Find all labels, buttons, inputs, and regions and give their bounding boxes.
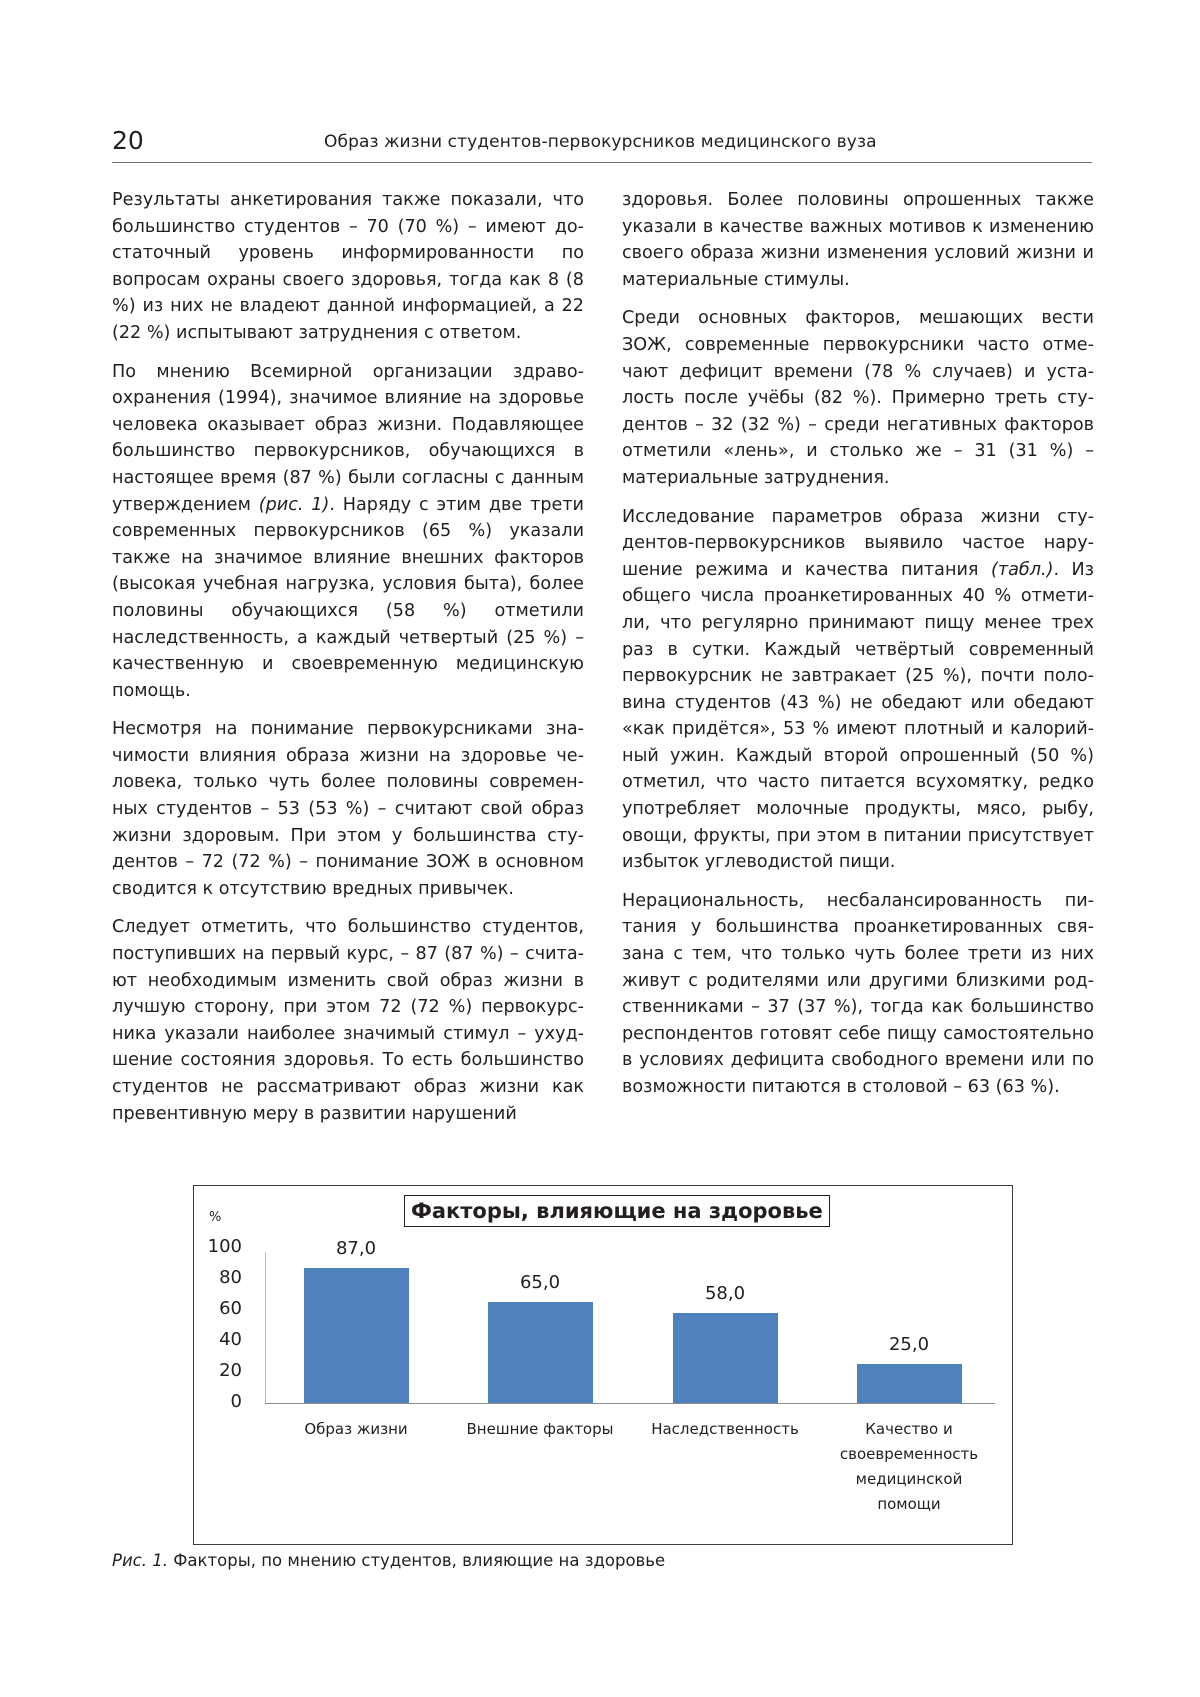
bar-chart bbox=[193, 1185, 1013, 1545]
y-tick-label: 80 bbox=[219, 1267, 242, 1288]
paragraph: Исследование параметров образа жизни студентов-первокурсников выявило частое нарушение режима и качества питания (табл.). Из общего числа проанкетированных 40 % отметили, что регулярно принимают пищу менее трех раз в сутки. Каждый четвёртый современный первокурсник не завтракает (25 %), почти половина студентов (43 %) не обедают или обедают «как придётся», 53 % имеют плотный и калорийный ужин. Каждый второй опрошенный (50 %) отметил, что часто питается всухомятку, редко употребляет молочные продукты, мясо, рыбу, овощи, фрукты, при этом в питании присутствует избыток углеводистой пищи. bbox=[622, 506, 1095, 873]
x-category-label: Качество и своевременность медицинской помощи bbox=[839, 1420, 979, 1513]
figure-caption bbox=[112, 1551, 665, 1570]
paragraph: Нерациональность, несбалансированность питания у большинства проанкетированных связана с тем, что только чуть более трети из них живут с родителями или другими близкими родственниками – 37 (37 %), тогда как большинство респондентов готовят себе пищу самостоятельно в условиях дефицита свободного времени или по возможности питаются в столовой – 63 (63 %). bbox=[622, 890, 1094, 1097]
paragraph: здоровья. Более половины опрошенных также указали в качестве важных мотивов к изменению своего образа жизни изменения условий жизни и материальные стимулы. bbox=[622, 190, 1094, 290]
paragraph: Среди основных факторов, мешающих вести ЗОЖ, современные первокурсники часто отмечают дефицит времени (78 % случаев) и усталость после учёбы (82 %). Примерно треть студентов – 32 (32 %) – среди негативных факторов отметили «лень», и столько же – 31 (31 %) – материальные затруднения. bbox=[622, 308, 1094, 488]
x-axis-line bbox=[265, 1403, 995, 1404]
paragraph: По мнению Всемирной организации здравоохранения (1994), значимое влияние на здоровье человека оказывает образ жизни. Подавляющее большинство первокурсников, обучающихся в настоящее время (87 %) были согласны с данным утверждением (рис. 1). Наряду с этим две трети современных первокурсников (65 %) указали также на значимое влияние внешних факторов (высокая учебная нагрузка, условия быта), более половины обучающихся (58 %) отметили наследственность, а каждый четвертый (25 %) – качественную и своевременную медицинскую помощь. bbox=[112, 361, 584, 701]
bar bbox=[857, 1364, 962, 1403]
running-title: Образ жизни студентов-первокурсников медицинского вуза bbox=[324, 132, 877, 152]
bar-value-label: 25,0 bbox=[888, 1334, 930, 1356]
bar bbox=[304, 1268, 409, 1403]
paragraph: Результаты анкетирования также показали, что большинство студентов – 70 (70 %) – имеют достаточный уровень информированности по вопросам охраны своего здоровья, тогда как 8 (8 %) из них не владеют данной информацией, а 22 (22 %) испытывают затруднения с ответом. bbox=[112, 190, 584, 343]
x-category-label: Внешние факторы bbox=[466, 1420, 614, 1438]
bar-value-label: 65,0 bbox=[519, 1272, 561, 1294]
caption-text: Факторы, по мнению студентов, влияющие на здоровье bbox=[167, 1551, 666, 1570]
y-tick-label: 0 bbox=[230, 1391, 242, 1412]
y-tick-label: 40 bbox=[219, 1329, 242, 1350]
figure-number: Рис. 1. bbox=[112, 1551, 168, 1570]
paragraph: Несмотря на понимание первокурсниками значимости влияния образа жизни на здоровье человека, только чуть более половины современных студентов – 53 (53 %) – считают свой образ жизни здоровым. При этом у большинства студентов – 72 (72 %) – понимание ЗОЖ в основном сводится к отсутствию вредных привычек. bbox=[112, 719, 584, 899]
page-number: 20 bbox=[112, 126, 144, 155]
bar-value-label: 87,0 bbox=[335, 1238, 377, 1260]
page-header bbox=[112, 122, 1092, 163]
x-category-label: Наследственность bbox=[651, 1420, 799, 1438]
bar bbox=[673, 1313, 778, 1403]
chart-title: Факторы, влияющие на здоровье bbox=[404, 1195, 830, 1227]
bar bbox=[488, 1302, 593, 1403]
x-category-label: Образ жизни bbox=[304, 1420, 408, 1438]
paragraph: Следует отметить, что большинство студентов, поступивших на первый курс, – 87 (87 %) – считают необходимым изменить свой образ жизни в лучшую сторону, при этом 72 (72 %) первокурсника указали наиболее значимый стимул – ухудшение состояния здоровья. То есть большинство студентов не рассматривают образ жизни как превентивную меру в развитии нарушений bbox=[112, 917, 584, 1124]
y-tick-label: 100 bbox=[207, 1236, 242, 1257]
bar-value-label: 58,0 bbox=[704, 1283, 746, 1305]
y-tick-label: 20 bbox=[219, 1360, 242, 1381]
y-axis-line bbox=[265, 1252, 266, 1404]
left-column bbox=[112, 187, 584, 1139]
y-tick-label: 60 bbox=[219, 1298, 242, 1319]
right-column bbox=[622, 187, 1094, 1113]
table-reference: (табл.) bbox=[990, 559, 1054, 580]
y-axis-unit: % bbox=[209, 1210, 222, 1225]
figure-reference: (рис. 1) bbox=[258, 494, 330, 515]
